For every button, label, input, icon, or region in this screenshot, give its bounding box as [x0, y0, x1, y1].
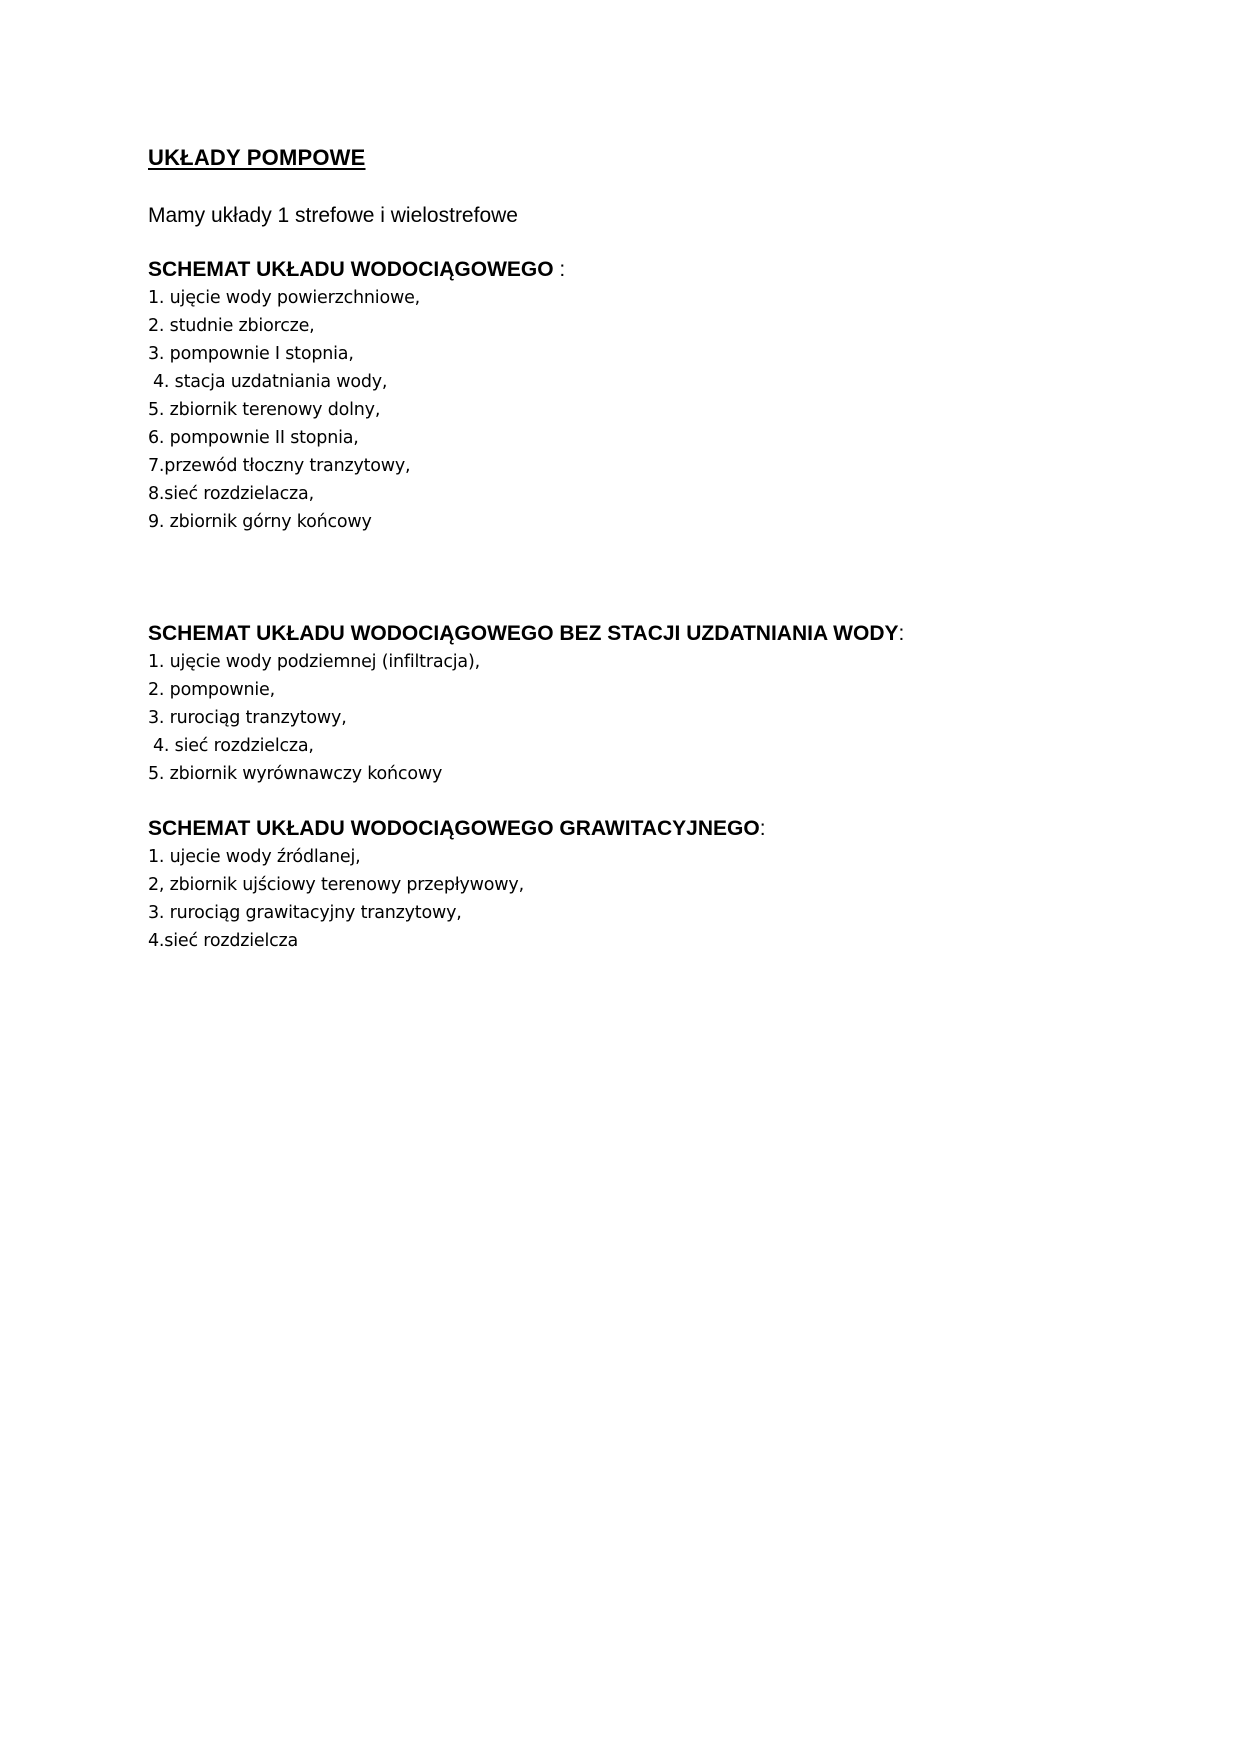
list-item: 6. pompownie II stopnia,	[148, 428, 359, 448]
list-item: 7.przewód tłoczny tranzytowy,	[148, 456, 411, 476]
intro-paragraph: Mamy układy 1 strefowe i wielostrefowe	[148, 204, 518, 227]
list-item: 2. pompownie,	[148, 680, 275, 700]
document-page	[148, 0, 1188, 1754]
section-heading	[148, 256, 565, 284]
list-item: 5. zbiornik wyrównawczy końcowy	[148, 764, 443, 784]
list-item: 4. sieć rozdzielcza,	[153, 736, 314, 756]
list-item: 5. zbiornik terenowy dolny,	[148, 400, 381, 420]
section-gravity-scheme	[148, 815, 766, 955]
list-item: 4.sieć rozdzielcza	[148, 931, 299, 951]
list-item: 1. ujęcie wody podziemnej (infiltracja),	[148, 652, 480, 672]
section-list	[148, 648, 904, 788]
section-list	[148, 284, 565, 536]
list-item: 2. studnie zbiorcze,	[148, 316, 315, 336]
section-water-supply-scheme	[148, 256, 565, 536]
list-item: 3. pompownie I stopnia,	[148, 344, 354, 364]
section-heading-text: SCHEMAT UKŁADU WODOCIĄGOWEGO GRAWITACYJNEGO	[148, 817, 760, 840]
section-heading-suffix: :	[553, 258, 566, 281]
section-heading-suffix: :	[898, 622, 905, 645]
list-item: 1. ujecie wody źródlanej,	[148, 847, 361, 867]
section-scheme-without-treatment	[148, 620, 904, 788]
list-item: 3. rurociąg grawitacyjny tranzytowy,	[148, 903, 462, 923]
list-item: 8.sieć rozdzielacza,	[148, 484, 314, 504]
list-item: 9. zbiornik górny końcowy	[148, 512, 372, 532]
section-heading-suffix: :	[759, 817, 766, 840]
document-title: UKŁADY POMPOWE	[148, 145, 366, 170]
section-list	[148, 843, 766, 955]
section-heading-text: SCHEMAT UKŁADU WODOCIĄGOWEGO	[148, 258, 554, 281]
section-heading-text: SCHEMAT UKŁADU WODOCIĄGOWEGO BEZ STACJI UZDATNIANIA WODY	[148, 622, 899, 645]
list-item: 4. stacja uzdatniania wody,	[153, 372, 388, 392]
list-item: 1. ujęcie wody powierzchniowe,	[148, 288, 420, 308]
list-item: 3. rurociąg tranzytowy,	[148, 708, 347, 728]
section-heading	[148, 815, 766, 843]
section-heading	[148, 620, 904, 648]
list-item: 2, zbiornik ujściowy terenowy przepływowy,	[148, 875, 524, 895]
